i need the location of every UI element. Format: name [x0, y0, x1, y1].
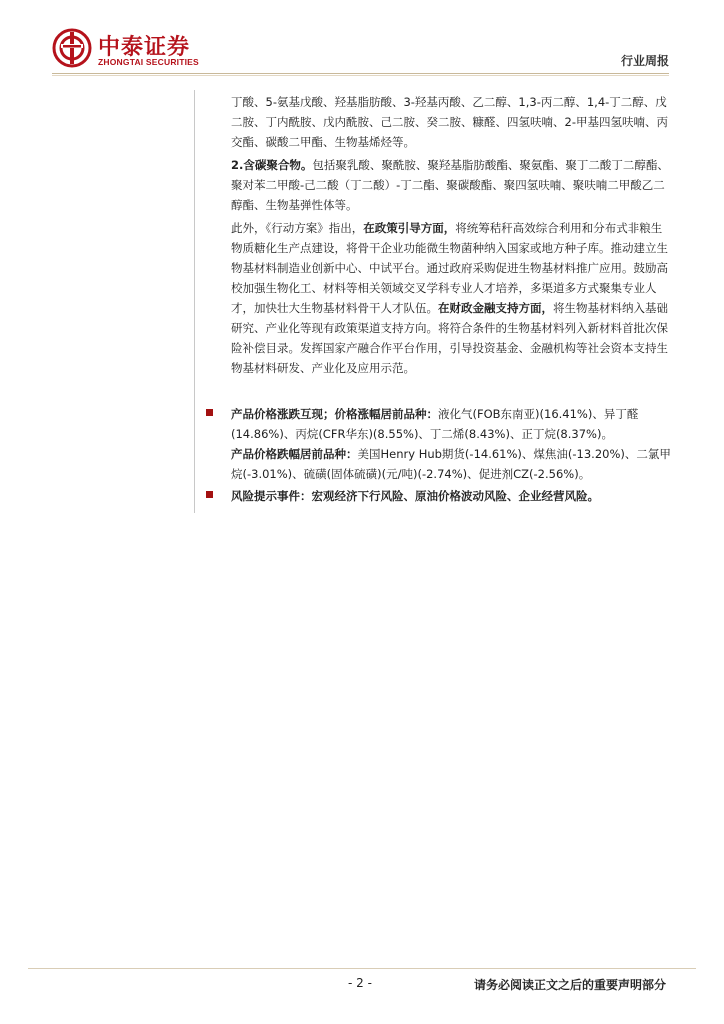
paragraph-text: 将统筹秸秆高效综合利用和分布式非粮生物质糖化生产点建设，将骨干企业功能微生物菌种纳入国家或地方种子库。推动建立生物基材料制造业创新中心、中试平台。通过政府采购促进生物基材料推广应用。鼓励高校加强生物化工、材料等相关领域交叉学科专业人才培养，多渠道多方式聚集专业人才，加快壮大生物基材料骨干人才队伍。 — [231, 221, 668, 315]
bullet-text — [231, 404, 676, 484]
paragraph-text: 包括聚乳酸、聚酰胺、聚羟基脂肪酸酯、聚氨酯、聚丁二酸丁二醇酯、聚对苯二甲酸-己二酸（丁二酸）-丁二酯、聚碳酸酯、聚四氢呋喃、聚呋喃二甲酸乙二醇酯、生物基弹性体等。 — [231, 158, 669, 212]
paragraph-emphasis: 在财政金融支持方面， — [438, 301, 553, 315]
bullet-body: 美国Henry Hub期货(-14.61%)、煤焦油(-13.20%)、二氯甲烷(-3.01%)、硫磺(固体硫磺)(元/吨)(-2.74%)、促进剂CZ(-2.56%)。 — [231, 447, 671, 481]
bullet-heading: 产品价格跌幅居前品种： — [231, 447, 358, 461]
header-divider-secondary — [52, 75, 669, 76]
square-bullet-icon — [206, 491, 213, 498]
paragraph-text: 此外，《行动方案》指出， — [231, 221, 364, 235]
paragraph-text: 将生物基材料纳入基础研究、产业化等现有政策渠道支持方向。将符合条件的生物基材料列入新材料首批次保险补偿目录。发挥国家产融合作平台作用，引导投资基金、金融机构等社会资本支持生物基材料研发、产业化及应用示范。 — [231, 301, 668, 375]
footer-divider — [28, 968, 696, 969]
bullet-text — [231, 486, 676, 506]
logo-text-cn: 中泰证券 — [98, 35, 191, 60]
paragraph-monomers — [231, 92, 671, 152]
page-number: - 2 - — [348, 976, 372, 990]
bullet-heading: 产品价格涨跌互现；价格涨幅居前品种： — [231, 407, 438, 421]
square-bullet-icon — [206, 409, 213, 416]
disclaimer-note: 请务必阅读正文之后的重要声明部分 — [473, 978, 666, 992]
logo-text-en: ZHONGTAI SECURITIES — [98, 57, 199, 67]
paragraph-heading: 2.含碳聚合物。 — [231, 158, 313, 172]
paragraph-emphasis: 在政策引导方面， — [363, 221, 456, 235]
page-header — [0, 0, 724, 80]
zhongtai-logo-icon — [52, 28, 92, 68]
header-divider — [52, 73, 669, 74]
paragraph-text: 丁酸、5-氨基戊酸、羟基脂肪酸、3-羟基丙酸、乙二醇、1,3-丙二醇、1,4-丁二醇、戊二胺、丁内酰胺、戊内酰胺、己二胺、癸二胺、糠醛、四氢呋喃、2-甲基四氢呋喃、丙交酯、碳酸二甲酯、生物基烯烃等。 — [231, 95, 668, 149]
bullet-price-changes — [206, 404, 676, 484]
report-type-label: 行业周报 — [620, 54, 669, 68]
content-left-rule — [194, 90, 195, 513]
bullet-risk-warning — [206, 486, 676, 506]
company-logo — [52, 28, 227, 72]
paragraph-polymers — [231, 155, 671, 215]
bullet-body: 液化气(FOB东南亚)(16.41%)、异丁醛(14.86%)、丙烷(CFR华东)(8.55%)、丁二烯(8.43%)、正丁烷(8.37%)。 — [231, 407, 639, 441]
bullet-heading: 风险提示事件：宏观经济下行风险、原油价格波动风险、企业经营风险。 — [231, 489, 599, 503]
paragraph-action-plan — [231, 218, 671, 378]
